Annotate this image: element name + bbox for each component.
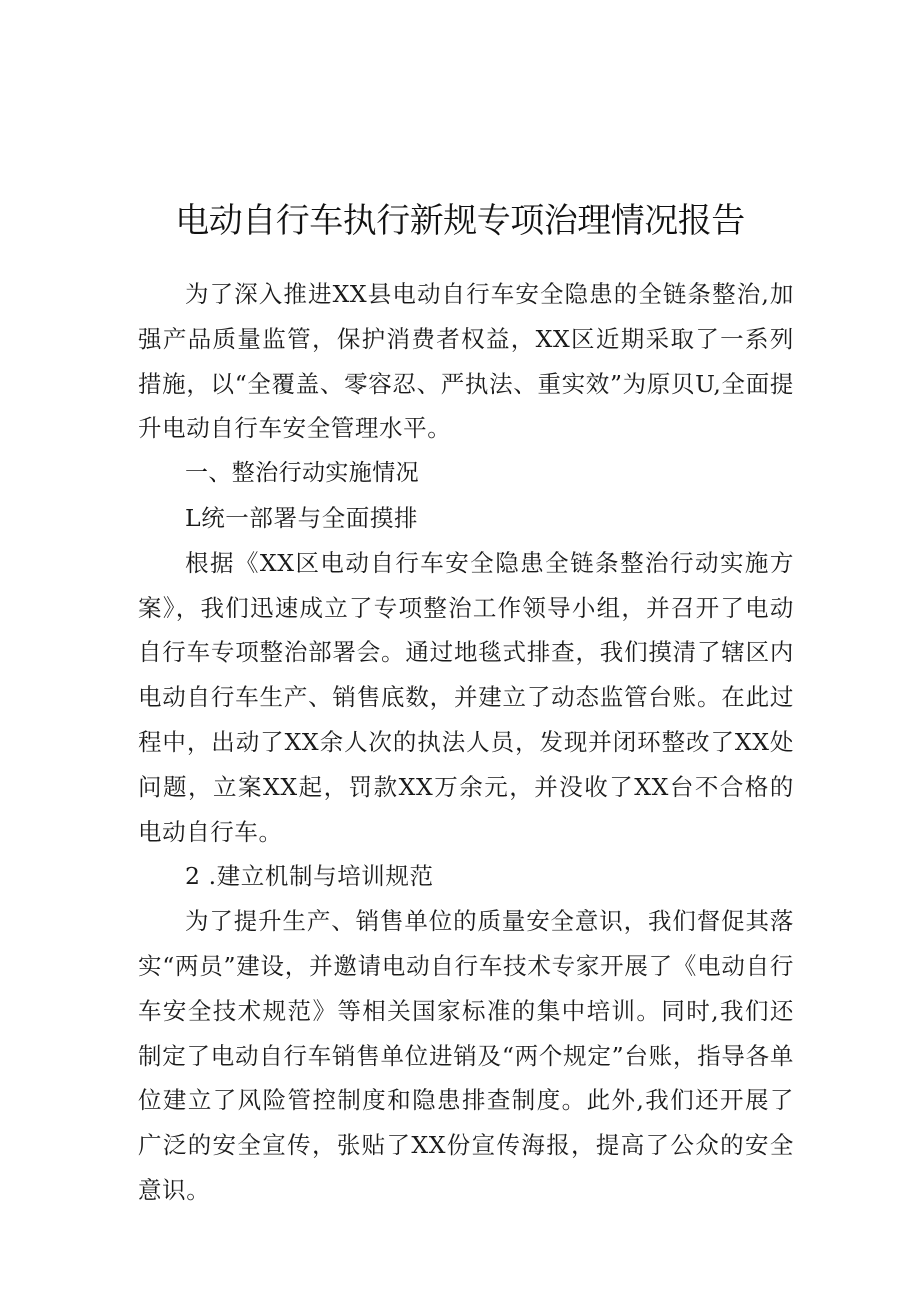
intro-paragraph: 为了深入推进XX县电动自行车安全隐患的全链条整治,加强产品质量监管，保护消费者权益，XX区近期采取了一系列措施，以“全覆盖、零容忍、严执法、重实效”为原贝U,全面提升电动自行车安全管理水平。: [138, 280, 794, 443]
document-title: 电动自行车执行新规专项治理情况报告: [175, 200, 745, 241]
deployment-paragraph: 根据《XX区电动自行车安全隐患全链条整治行动实施方案》，我们迅速成立了专项整治工作领导小组，并召开了电动自行车专项整治部署会。通过地毯式排查，我们摸清了辖区内电动自行车生产、销售底数，并建立了动态监管台账。在此过程中，出动了XX余人次的执法人员，发现并闭环整改了XX处问题，立案XX起，罚款XX万余元，并没收了XX台不合格的电动自行车。: [138, 548, 794, 846]
mechanism-paragraph: 为了提升生产、销售单位的质量安全意识，我们督促其落实“两员”建设，并邀请电动自行车技术专家开展了《电动自行车安全技术规范》等相关国家标准的集中培训。同时,我们还制定了电动自行车销售单位进销及“两个规定”台账，指导各单位建立了风险管控制度和隐患排查制度。此外,我们还开展了广泛的安全宣传，张贴了XX份宣传海报，提高了公众的安全意识。: [138, 907, 794, 1204]
subsection-heading-deployment: L统一部署与全面摸排: [185, 503, 419, 532]
subsection-heading-mechanism: 2 .建立机制与培训规范: [185, 862, 434, 891]
document-body: [138, 272, 794, 1213]
section-heading-implementation: 一、整治行动实施情况: [185, 460, 419, 487]
